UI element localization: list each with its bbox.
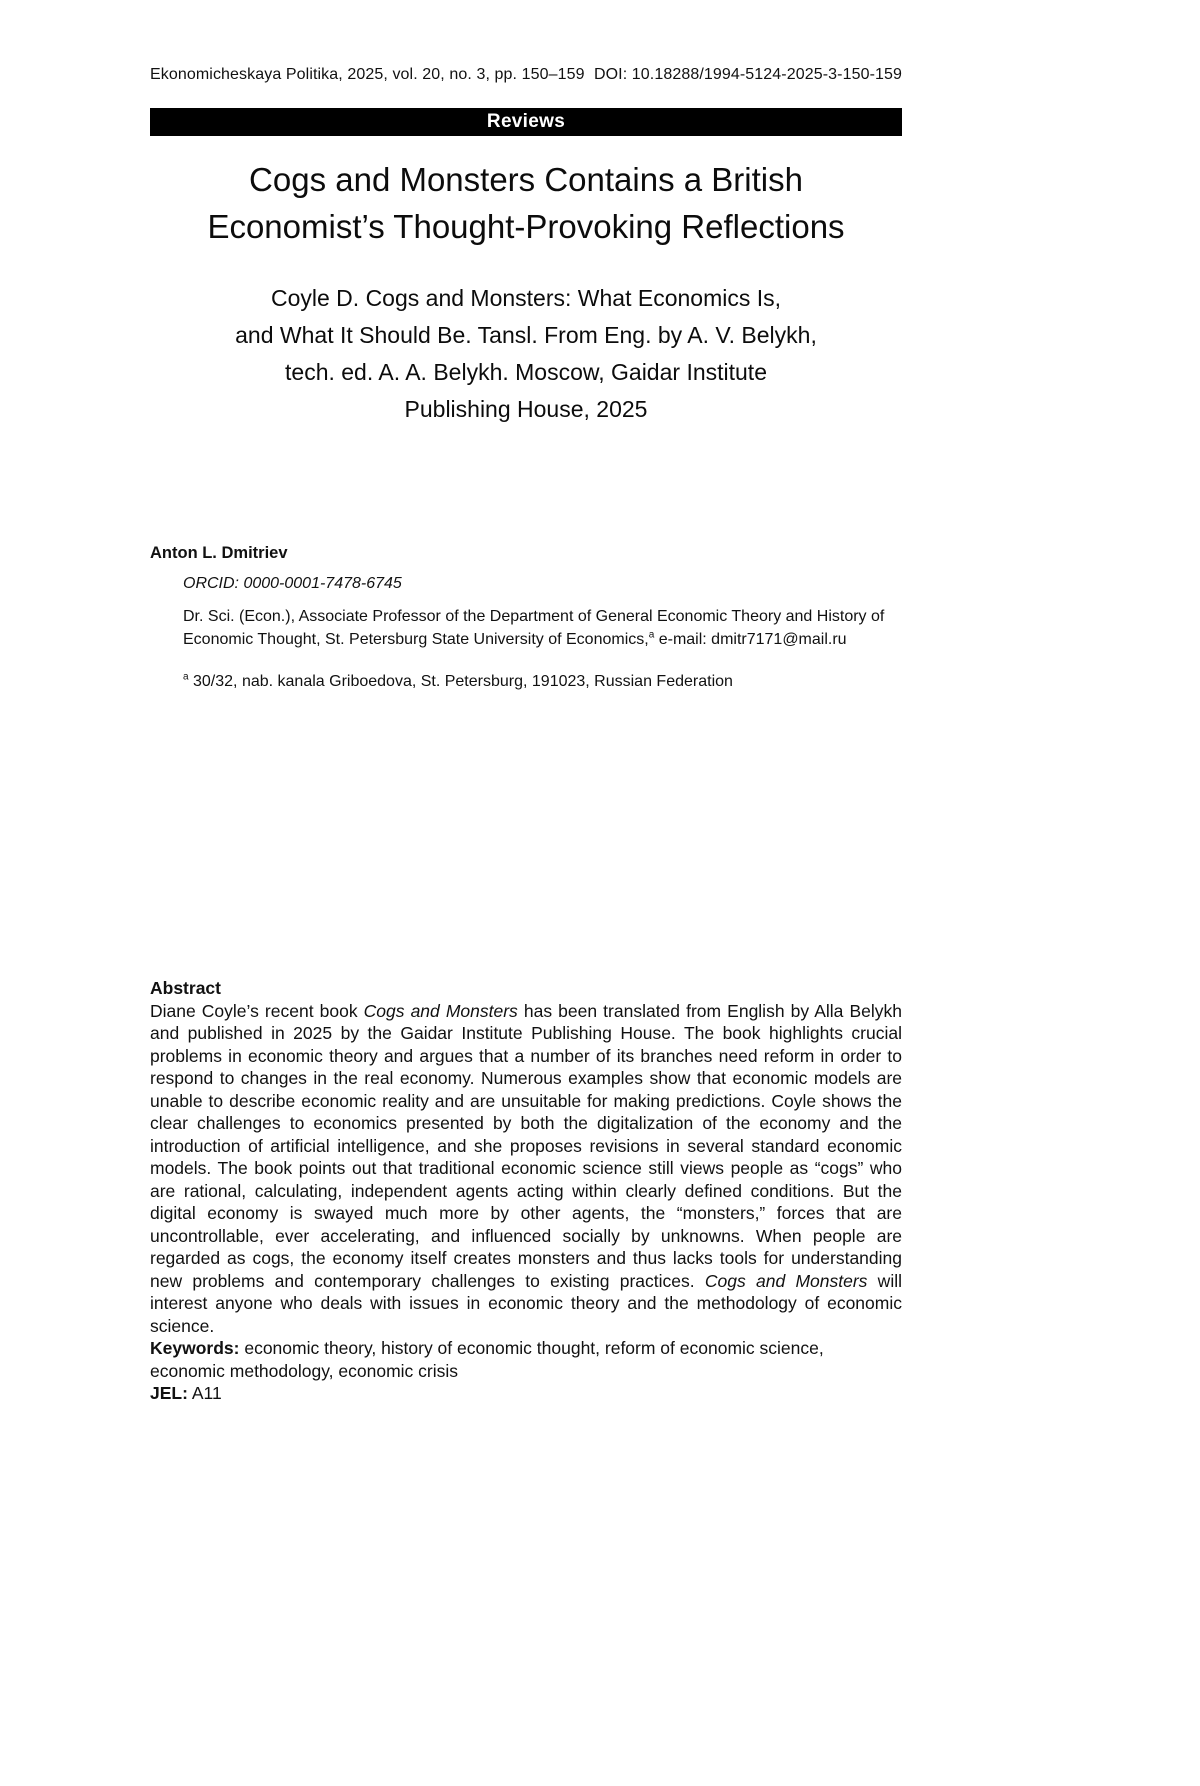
author-address: $^a$ 30/32, nab. kanala Griboedova, St. Petersburg, 191023, Russian Federation: [183, 671, 733, 690]
subtitle-line-4: Publishing House, 2025: [404, 396, 648, 422]
running-header: [150, 0, 902, 84]
subtitle-line-1: Coyle D. Cogs and Monsters: What Economics Is,: [270, 285, 782, 311]
page-content: [150, 0, 902, 1405]
doi-text: DOI: 10.18288/1994-5124-2025-3-150-159: [593, 66, 902, 83]
author-affiliation: Dr. Sci. (Econ.), Associate Professor of the Department of General Economic Theory and History of Economic Thought, St. Petersburg State University of Economics,$^a$ e-mail: dmitr7171@mail.ru: [183, 608, 885, 648]
paper-title: [150, 156, 902, 250]
section-banner: [150, 108, 902, 136]
paper-title-line-1: Cogs and Monsters Contains a British: [249, 161, 803, 198]
author-name: Anton L. Dmitriev: [150, 544, 288, 562]
keywords-line: Keywords: economic theory, history of economic thought, reform of economic science, economic methodology, economic crisis: [150, 1338, 824, 1381]
author-block: [150, 543, 902, 692]
abstract-text: Diane Coyle’s recent book Cogs and Monsters has been translated from English by Alla Belykh and published in 2025 by the Gaidar Institute Publishing House. The book highlights crucial problems in economic theory and argues that a number of its branches need reform in order to respond to changes in the real economy. Numerous examples show that economic models are unable to describe economic reality and are unsuitable for making predictions. Coyle shows the clear challenges to economics presented by both the digitalization of the economy and the introduction of artificial intelligence, and she proposes revisions in several standard economic models. The book points out that traditional economic science still views people as “cogs” who are rational, calculating, independent agents acting within clearly defined conditions. But the digital economy is swayed much more by other agents, the “monsters,” forces that are uncontrollable, ever accelerating, and influenced socially by unknowns. When people are regarded as cogs, the economy itself creates monsters and thus lacks tools for understanding new problems and contemporary challenges to existing practices. Cogs and Monsters will interest anyone who deals with issues in economic theory and the methodology of economic science.: [150, 1000, 902, 1336]
author-orcid: ORCID: 0000-0001-7478-6745: [183, 575, 402, 592]
abstract-section: [150, 977, 902, 1405]
section-label: Reviews: [486, 111, 566, 132]
paper-title-line-2: Economist’s Thought-Provoking Reflections: [207, 208, 845, 245]
book-reference-subtitle: [150, 280, 902, 428]
subtitle-line-2: and What It Should Be. Tansl. From Eng. by A. V. Belykh,: [235, 322, 817, 348]
jel-line: JEL: A11: [150, 1383, 222, 1403]
journal-citation: Ekonomicheskaya Politika, 2025, vol. 20, no. 3, pp. 150–159: [150, 66, 585, 83]
subtitle-line-3: tech. ed. A. A. Belykh. Moscow, Gaidar Institute: [285, 359, 767, 385]
abstract-heading: Abstract: [150, 978, 221, 998]
